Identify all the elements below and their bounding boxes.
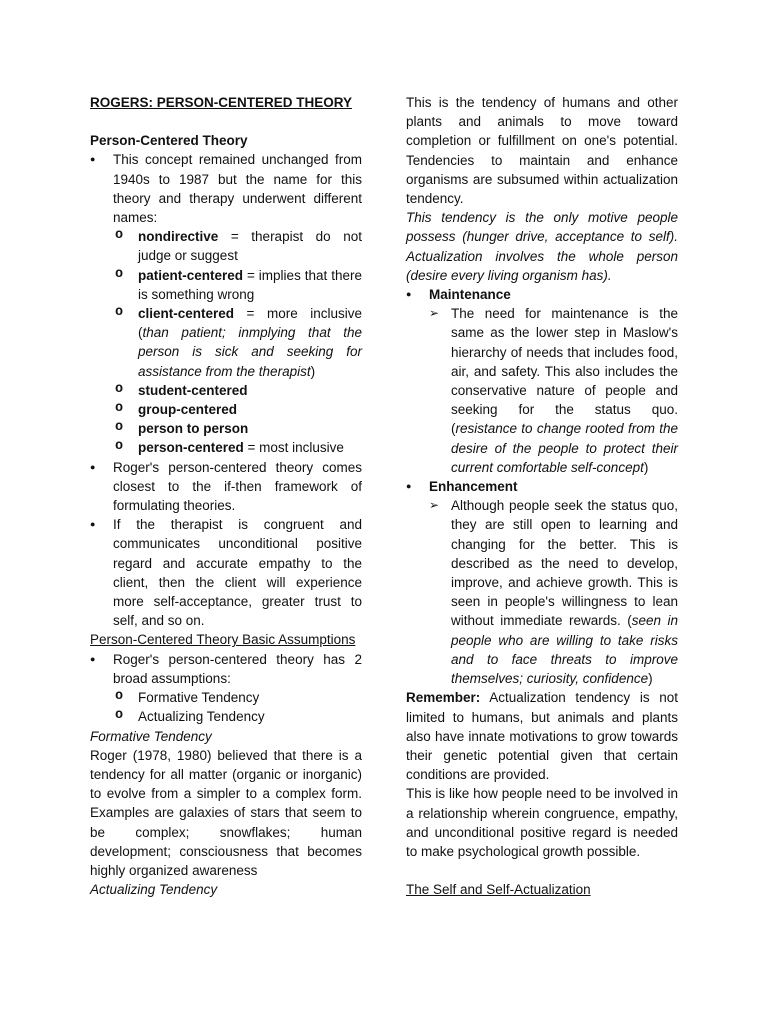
document-title: ROGERS: PERSON-CENTERED THEORY bbox=[90, 95, 353, 110]
actualizing-paragraph: This is the tendency of humans and other plants and animals to move toward completion or fulfillment on one's potential. Tendencies to maintain and enhance organisms are subsumed within actualization tendency. bbox=[406, 95, 678, 207]
list-item: o patient-centered = implies that there is something wrong bbox=[113, 266, 362, 304]
section-heading-self-actualization: The Self and Self-Actualization bbox=[406, 882, 591, 898]
bullet-text: This concept remained unchanged from 1940s to 1987 but the name for this theory and therapy underwent different names: bbox=[113, 152, 362, 226]
section1-bullet-list bbox=[90, 150, 362, 630]
list-item: o person-centered = most inclusive bbox=[113, 438, 362, 457]
bullet-item: ● Roger's person-centered theory comes closest to the if-then framework of formulating theories. bbox=[90, 458, 362, 516]
list-item: ➢ Although people seek the status quo, they are still open to learning and changing for the better. This is described as the need to develop, improve, and achieve growth. This is seen in people's willingness to lean without immediate rewards. (seen in people who are willing to take risks and to face threats to improve themselves; curiosity, confidence) bbox=[429, 496, 678, 688]
section-heading-person-centered-theory: Person-Centered Theory bbox=[90, 133, 248, 149]
bullet-item bbox=[90, 150, 362, 457]
bullet-item: ● If the therapist is congruent and communicates unconditional positive regard and accurate empathy to the client, then the client will experience more self-acceptance, greater trust to self, and so on. bbox=[90, 515, 362, 630]
list-item: o group-centered bbox=[113, 400, 362, 419]
subheading-actualizing-tendency: Actualizing Tendency bbox=[90, 882, 218, 898]
section2-bullet-list bbox=[90, 650, 362, 727]
formative-tendency-text: Roger (1978, 1980) believed that there is a tendency for all matter (organic or inorganic) to evolve from a simpler to a complex form. Examples are galaxies of stars that seem to be complex; snowflakes; human development; consciousness that becomes highly organized awareness bbox=[90, 747, 362, 878]
subheading-formative-tendency: Formative Tendency bbox=[90, 728, 212, 744]
list-item: ➢ The need for maintenance is the same as the lower step in Maslow's hierarchy of needs that includes food, air, and safety. This also includes the conservative nature of people and seeking for the status quo. (resistance to change rooted from the desire of the people to protect their current comfortable self-concept) bbox=[429, 304, 678, 477]
list-item: o client-centered = more inclusive (than patient; inmplying that the person is sick and seeking for assistance from the therapist) bbox=[113, 304, 362, 381]
assumptions-list bbox=[113, 688, 362, 726]
list-item: o nondirective = therapist do not judge or suggest bbox=[113, 227, 362, 265]
names-list bbox=[113, 227, 362, 457]
actualizing-italic-paragraph: This tendency is the only motive people possess (hunger drive, acceptance to self). Actualization involves the whole person (desire every living organism has). bbox=[406, 210, 678, 283]
right-column bbox=[406, 93, 678, 899]
list-item: o student-centered bbox=[113, 381, 362, 400]
maintenance-detail-list bbox=[429, 304, 678, 477]
left-column bbox=[90, 93, 362, 899]
bullet-item-enhancement: ● Enhancement ➢ Although people seek the status quo, they are still open to learning and changing for the better. This is described as the need to develop, improve, and achieve growth. This is seen in people's willingness to lean without immediate rewards. (seen in people who are willing to take risks and to face threats to improve themselves; curiosity, confidence) bbox=[406, 477, 678, 688]
tendency-types-list bbox=[406, 285, 678, 688]
section-heading-basic-assumptions: Person-Centered Theory Basic Assumptions bbox=[90, 632, 356, 648]
list-item: o Actualizing Tendency bbox=[113, 707, 362, 726]
list-item: o Formative Tendency bbox=[113, 688, 362, 707]
bullet-item-maintenance: ● Maintenance ➢ The need for maintenance is the same as the lower step in Maslow's hierarchy of needs that includes food, air, and safety. This also includes the conservative nature of people and seeking for the status quo. (resistance to change rooted from the desire of the people to protect their current comfortable self-concept) bbox=[406, 285, 678, 477]
list-item: o person to person bbox=[113, 419, 362, 438]
bullet-item: ● Roger's person-centered theory has 2 broad assumptions: o Formative Tendency o Actualizing Tendency bbox=[90, 650, 362, 727]
relationship-paragraph: This is like how people need to be involved in a relationship wherein congruence, empathy, and unconditional positive regard is needed to make psychological growth possible. bbox=[406, 786, 678, 859]
remember-paragraph: Remember: Actualization tendency is not limited to humans, but animals and plants also have innate motivations to grow towards their genetic potential given that certain conditions are provided. bbox=[406, 690, 678, 783]
enhancement-detail-list bbox=[429, 496, 678, 688]
